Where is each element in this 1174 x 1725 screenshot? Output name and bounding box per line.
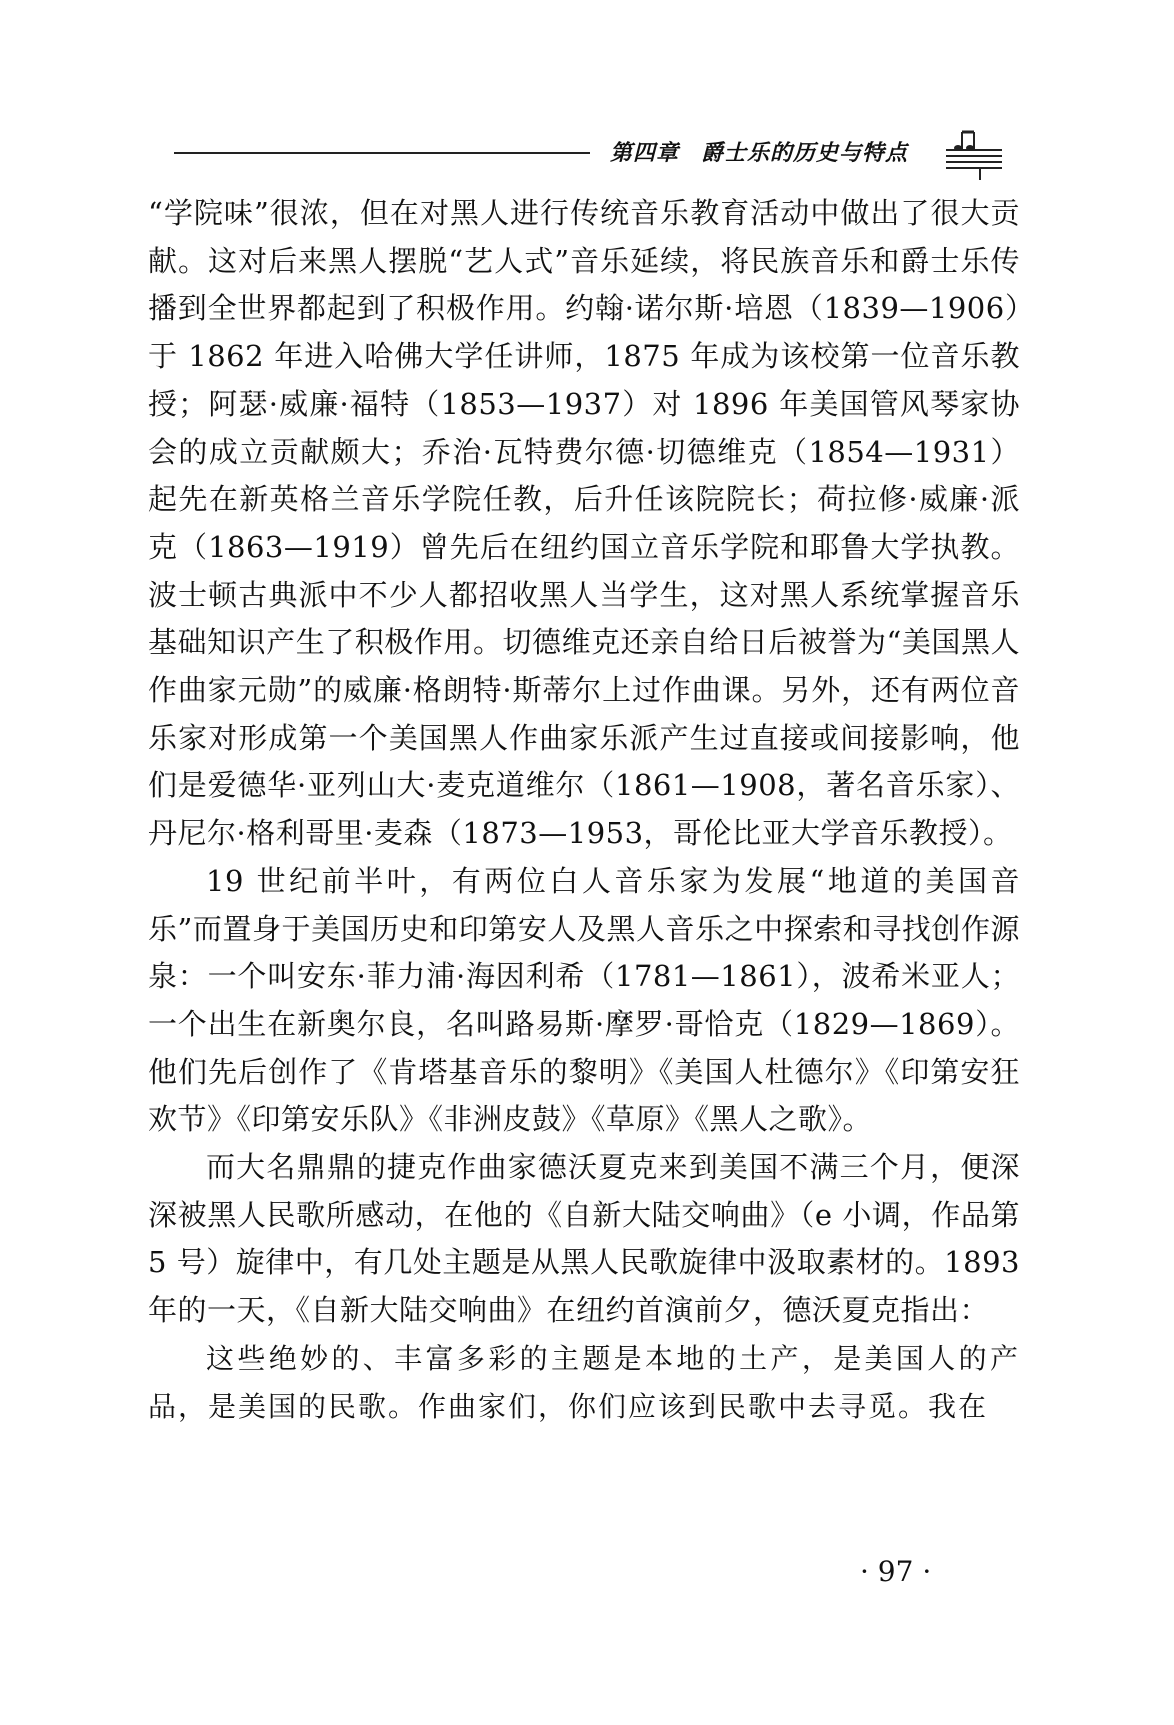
page-number: · 97 ·: [860, 1555, 932, 1588]
paragraph-3: 而大名鼎鼎的捷克作曲家德沃夏克来到美国不满三个月，便深深被黑人民歌所感动，在他的《自新大陆交响曲》（e 小调，作品第 5 号）旋律中，有几处主题是从黑人民歌旋律中汲取素材的。1893 年的一天，《自新大陆交响曲》在纽约首演前夕，德沃夏克指出：: [148, 1150, 1020, 1328]
block-quote: 这些绝妙的、丰富多彩的主题是本地的土产，是美国人的产品，是美国的民歌。作曲家们，你们应该到民歌中去寻觅。我在: [148, 1341, 1020, 1423]
header-chapter: 第四章: [610, 141, 680, 166]
running-header: [150, 128, 1030, 182]
body-text: [148, 190, 1020, 1430]
music-staff-icon: [944, 128, 1004, 180]
header-rule: [174, 152, 590, 154]
paragraph-2: 19 世纪前半叶，有两位白人音乐家为发展“地道的美国音乐”而置身于美国历史和印第安人及黑人音乐之中探索和寻找创作源泉：一个叫安东·菲力浦·海因利希（1781—1861），波希米亚人；一个出生在新奥尔良，名叫路易斯·摩罗·哥恰克（1829—1869）。他们先后创作了《肯塔基音乐的黎明》《美国人杜德尔》《印第安狂欢节》《印第安乐队》《非洲皮鼓》《草原》《黑人之歌》。: [148, 863, 1020, 1137]
header-title: [610, 136, 908, 167]
paragraph-1: “学院味”很浓，但在对黑人进行传统音乐教育活动中做出了很大贡献。这对后来黑人摆脱“艺人式”音乐延续，将民族音乐和爵士乐传播到全世界都起到了积极作用。约翰·诺尔斯·培恩（1839—1906）于 1862 年进入哈佛大学任讲师，1875 年成为该校第一位音乐教授；阿瑟·威廉·福特（1853—1937）对 1896 年美国管风琴家协会的成立贡献颇大；乔治·瓦特费尔德·切德维克（1854—1931）起先在新英格兰音乐学院任教，后升任该院院长；荷拉修·威廉·派克（1863—1919）曾先后在纽约国立音乐学院和耶鲁大学执教。波士顿古典派中不少人都招收黑人当学生，这对黑人系统掌握音乐基础知识产生了积极作用。切德维克还亲自给日后被誉为“美国黑人作曲家元勋”的威廉·格朗特·斯蒂尔上过作曲课。另外，还有两位音乐家对形成第一个美国黑人作曲家乐派产生过直接或间接影响，他们是爱德华·亚列山大·麦克道维尔（1861—1908，著名音乐家）、丹尼尔·格利哥里·麦森（1873—1953，哥伦比亚大学音乐教授）。: [148, 196, 1020, 851]
header-chapter-title: 爵士乐的历史与特点: [701, 141, 909, 166]
